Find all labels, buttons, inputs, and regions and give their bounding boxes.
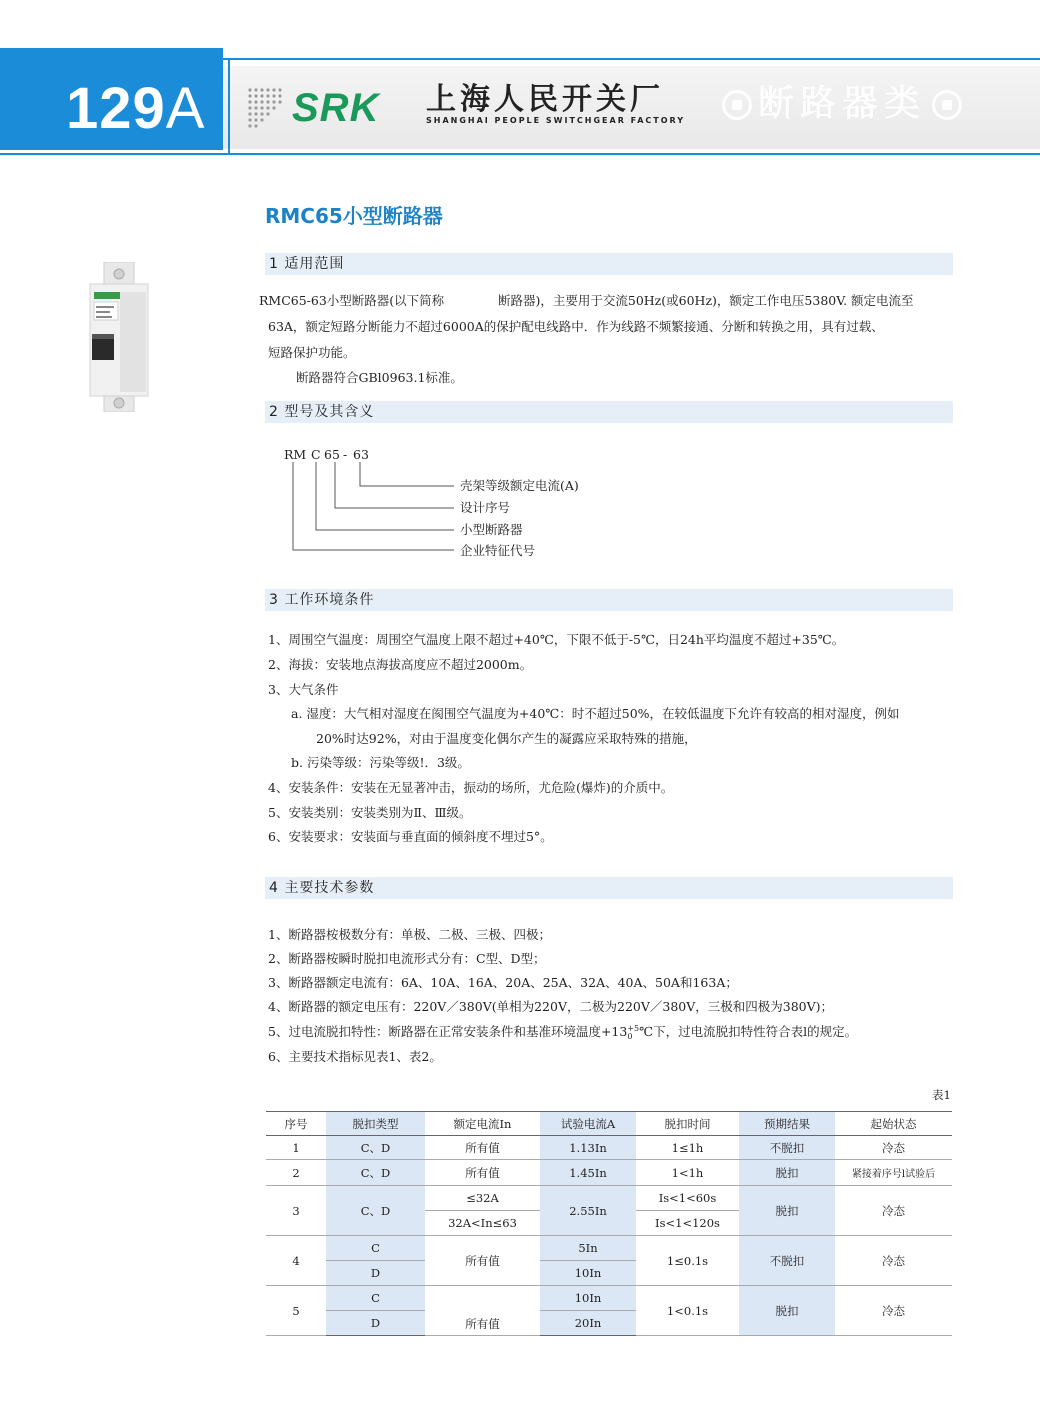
env-line-3: 3、大气条件 — [268, 682, 339, 697]
company-name-cn: 上海人民开关厂 — [426, 82, 664, 117]
env-line-1: 1、周围空气温度：周围空气温度上限不超过+40℃，下限不低于-5℃，日24h平均温度不超过+35℃。 — [268, 632, 845, 647]
circle-bullet-icon — [722, 90, 752, 120]
model-code-dash: - — [343, 447, 348, 462]
table-cell: 1≤0.1s — [636, 1236, 739, 1286]
table-cell: 所有值 — [425, 1160, 540, 1186]
header-cell: 脱扣类型 — [326, 1112, 425, 1136]
table-cell: 1.13In — [540, 1136, 636, 1160]
leader-line-design — [335, 462, 454, 508]
table-cell: 冷态 — [835, 1236, 952, 1286]
model-meaning-design: 设计序号 — [460, 500, 511, 515]
company-name-en: SHANGHAI PEOPLE SWITCHGEAR FACTORY — [426, 116, 686, 125]
model-code-c: C — [311, 447, 321, 462]
table-cell: 10In — [540, 1261, 636, 1286]
table-cell: 4 — [266, 1236, 326, 1286]
header-cell: 序号 — [266, 1112, 326, 1136]
table-cell: 所有值 — [425, 1236, 540, 1286]
table-header-row — [266, 1112, 952, 1136]
table-cell: 紧接着序号l试验后 — [835, 1160, 952, 1186]
param-line-5: 5、过电流脱扣特性：断路器在正常安装条件和基准环境温度+13 +5 0 ℃下，过电流脱扣特性符合表l的规定。 — [268, 1023, 858, 1041]
header-cell: 额定电流In — [425, 1112, 540, 1136]
logo-dots-icon — [246, 84, 286, 130]
table-row — [266, 1236, 952, 1261]
env-line-3b: b. 污染等级：污染等级!．3级。 — [291, 755, 470, 770]
table-cell: 1 — [266, 1136, 326, 1160]
table-cell: 所有值 — [425, 1286, 540, 1336]
param-line-4: 4、断路器的额定电压有：220V／380V(单相为220V，二极为220V／380V，三极和四极为380V)； — [268, 999, 834, 1014]
env-line-3a: a. 湿度：大气相对湿度在阂围空气温度为+40℃：时不超过50%，在较低温度下允许有较高的相对湿度，例如 — [291, 706, 900, 721]
section-heading-environment: 3 工作环境条件 — [265, 589, 953, 611]
table-cell: C — [326, 1236, 425, 1261]
table-cell: C、D — [326, 1160, 425, 1186]
scope-line-2: 63A，额定短路分断能力不超过6000A的保护配电线路中．作为线路不频繁接通、分断和转换之用，具有过载、 — [268, 319, 884, 334]
table-cell: 不脱扣 — [739, 1236, 835, 1286]
table-cell: 1<0.1s — [636, 1286, 739, 1336]
table-cell: Is<1<120s — [636, 1211, 739, 1236]
model-diagram — [280, 462, 460, 558]
circuit-breaker-image — [82, 262, 156, 412]
header-bottom-stripe — [0, 153, 1040, 155]
table-cell: C — [326, 1286, 425, 1311]
srk-logo: SRK — [292, 86, 380, 130]
table-cell: 5In — [540, 1236, 636, 1261]
section-heading-params: 4 主要技术参数 — [265, 877, 953, 899]
trip-characteristics-table — [266, 1111, 952, 1336]
table-cell: 3 — [266, 1186, 326, 1236]
circle-bullet-icon — [932, 90, 962, 120]
header-cell: 预期结果 — [739, 1112, 835, 1136]
table-cell: 冷态 — [835, 1186, 952, 1236]
model-meaning-mini: 小型断路器 — [460, 522, 523, 537]
env-line-5: 5、安装类别：安装类别为Ⅱ、Ⅲ级。 — [268, 805, 472, 820]
table-row — [266, 1160, 952, 1186]
scope-line-4: 断路器符合GBl0963.1标准。 — [296, 370, 463, 385]
leader-line-enterprise — [293, 462, 454, 550]
table-cell: 1<1h — [636, 1160, 739, 1186]
param-line-3: 3、断路器额定电流有：6A、10A、16A、20A、25A、32A、40A、50A和163A； — [268, 975, 738, 990]
model-code-63: 63 — [353, 447, 369, 462]
model-code-65: 65 — [324, 447, 340, 462]
table-cell: ≤32A — [425, 1186, 540, 1211]
section-heading-model: 2 型号及其含义 — [265, 401, 953, 423]
header-cell: 试验电流A — [540, 1112, 636, 1136]
table-cell: C、D — [326, 1136, 425, 1160]
table-cell: 冷态 — [835, 1136, 952, 1160]
table-cell: 脱扣 — [739, 1160, 835, 1186]
table-cell: 1≤1h — [636, 1136, 739, 1160]
product-title: RMC65小型断路器 — [265, 204, 443, 228]
model-meaning-current: 壳架等级额定电流(A) — [460, 478, 579, 493]
param-line-6: 6、主要技术指标见表1、表2。 — [268, 1049, 442, 1064]
table-row — [266, 1286, 952, 1311]
scope-line-1b: 断路器)，主要用于交流50Hz(或60Hz)，额定工作电压5380V. 额定电流至 — [498, 293, 914, 308]
table-cell: 脱扣 — [739, 1186, 835, 1236]
env-line-3a-cont: 20%时达92%，对由于温度变化偶尔产生的凝露应采取特殊的措施， — [316, 731, 697, 746]
table-cell: 冷态 — [835, 1286, 952, 1336]
model-code-rm: RM — [284, 447, 307, 462]
env-line-4: 4、安装条件：安装在无显著冲击，振动的场所，尤危险(爆炸)的介质中。 — [268, 780, 674, 795]
table-cell: D — [326, 1311, 425, 1336]
category-title: 断路器类 — [716, 82, 968, 126]
scope-line-3: 短路保护功能。 — [268, 345, 356, 360]
table-cell: Is<1<60s — [636, 1186, 739, 1211]
table-cell: 所有值 — [425, 1136, 540, 1160]
param-line-2: 2、断路器桉瞬时脱扣电流形式分有：C型、D型； — [268, 951, 546, 966]
section-heading-scope: 1 适用范围 — [265, 253, 953, 275]
table-cell: 32A<In≤63 — [425, 1211, 540, 1236]
table-cell: 2.55In — [540, 1186, 636, 1236]
table-row — [266, 1136, 952, 1160]
param-line-1: 1、断路器桉极数分有：单极、二极、三极、四极； — [268, 927, 551, 942]
table-cell: 1.45In — [540, 1160, 636, 1186]
env-line-6: 6、安装要求：安装面与垂直面的倾斜度不埋过5°。 — [268, 829, 553, 844]
header-cell: 脱扣时间 — [636, 1112, 739, 1136]
leader-line-mini — [316, 462, 454, 530]
model-meaning-enterprise: 企业特征代号 — [460, 543, 536, 558]
table-cell: 不脱扣 — [739, 1136, 835, 1160]
env-line-2: 2、海拔：安装地点海拔高度应不超过2000m。 — [268, 657, 533, 672]
table-cell: 5 — [266, 1286, 326, 1336]
table-cell: 脱扣 — [739, 1286, 835, 1336]
table-cell: 10In — [540, 1286, 636, 1311]
leader-line-current — [360, 462, 454, 486]
scope-line-1a: RMC65-63小型断路器(以下简称 — [259, 293, 445, 308]
header-divider — [228, 58, 230, 155]
table-cell: C、D — [326, 1186, 425, 1236]
table-row — [266, 1186, 952, 1211]
table-caption: 表1 — [932, 1088, 951, 1102]
page-number: 129A — [66, 76, 206, 141]
table-cell: D — [326, 1261, 425, 1286]
table-cell: 20In — [540, 1311, 636, 1336]
header-cell: 起始状态 — [835, 1112, 952, 1136]
table-cell: 2 — [266, 1160, 326, 1186]
